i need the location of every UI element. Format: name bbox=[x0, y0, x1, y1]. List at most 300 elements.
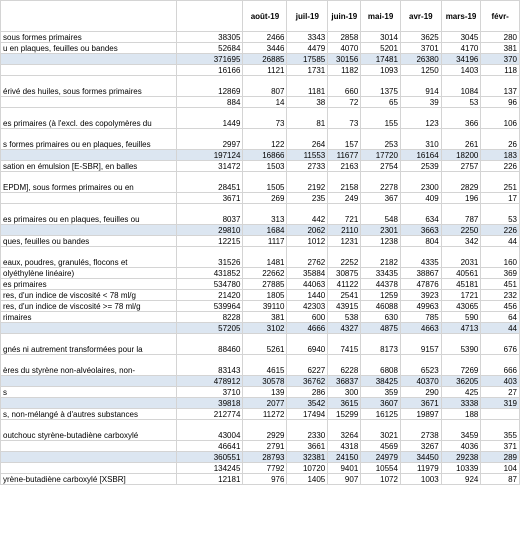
month-value-cell[interactable]: 249 bbox=[328, 193, 361, 204]
month-value-cell[interactable]: 4327 bbox=[328, 323, 361, 334]
month-value-cell[interactable]: 409 bbox=[400, 193, 441, 204]
month-value-cell[interactable]: 44 bbox=[481, 236, 520, 247]
month-value-cell[interactable]: 226 bbox=[481, 225, 520, 236]
row-label-cell[interactable] bbox=[1, 225, 177, 236]
month-value-cell[interactable]: 2929 bbox=[243, 420, 287, 441]
month-value-cell[interactable]: 1072 bbox=[361, 474, 401, 485]
month-value-cell[interactable]: 403 bbox=[481, 376, 520, 387]
row-label-cell[interactable]: res, d'un indice de viscosité < 78 ml/g bbox=[1, 290, 177, 301]
month-value-cell[interactable]: 3264 bbox=[328, 420, 361, 441]
month-value-cell[interactable]: 4070 bbox=[328, 43, 361, 54]
month-value-cell[interactable]: 34196 bbox=[441, 54, 481, 65]
month-value-cell[interactable]: 139 bbox=[243, 387, 287, 398]
month-value-cell[interactable]: 261 bbox=[441, 129, 481, 150]
month-value-cell[interactable]: 4036 bbox=[441, 441, 481, 452]
row-label-cell[interactable]: yrène-butadiène carboxylé [XSBR] bbox=[1, 474, 177, 485]
month-value-cell[interactable]: 9157 bbox=[400, 334, 441, 355]
row-label-cell[interactable]: gnés ni autrement transformées pour la bbox=[1, 334, 177, 355]
month-value-cell[interactable]: 1231 bbox=[328, 236, 361, 247]
month-value-cell[interactable]: 1505 bbox=[243, 172, 287, 193]
month-value-cell[interactable]: 123 bbox=[400, 108, 441, 129]
month-value-cell[interactable]: 11553 bbox=[287, 150, 328, 161]
month-value-cell[interactable]: 137 bbox=[481, 76, 520, 97]
column-header-month[interactable]: juil-19 bbox=[287, 1, 328, 32]
month-value-cell[interactable]: 1721 bbox=[441, 290, 481, 301]
month-value-cell[interactable]: 2539 bbox=[400, 161, 441, 172]
month-value-cell[interactable]: 4335 bbox=[400, 247, 441, 268]
month-value-cell[interactable]: 1012 bbox=[287, 236, 328, 247]
month-value-cell[interactable]: 3446 bbox=[243, 43, 287, 54]
month-value-cell[interactable]: 72 bbox=[328, 97, 361, 108]
total-cell[interactable]: 197124 bbox=[177, 150, 243, 161]
month-value-cell[interactable]: 290 bbox=[400, 387, 441, 398]
month-value-cell[interactable]: 2829 bbox=[441, 172, 481, 193]
month-value-cell[interactable]: 46088 bbox=[361, 301, 401, 312]
month-value-cell[interactable]: 26 bbox=[481, 129, 520, 150]
month-value-cell[interactable]: 3607 bbox=[361, 398, 401, 409]
row-label-cell[interactable]: es primaires ou en plaques, feuilles ou bbox=[1, 204, 177, 225]
row-label-cell[interactable]: res, d'un indice de viscosité >= 78 ml/g bbox=[1, 301, 177, 312]
month-value-cell[interactable]: 807 bbox=[243, 76, 287, 97]
month-value-cell[interactable]: 289 bbox=[481, 452, 520, 463]
row-label-cell[interactable] bbox=[1, 452, 177, 463]
month-value-cell[interactable]: 2738 bbox=[400, 420, 441, 441]
month-value-cell[interactable]: 721 bbox=[328, 204, 361, 225]
row-label-cell[interactable]: s formes primaires ou en plaques, feuilles bbox=[1, 129, 177, 150]
month-value-cell[interactable]: 342 bbox=[441, 236, 481, 247]
month-value-cell[interactable]: 456 bbox=[481, 301, 520, 312]
month-value-cell[interactable]: 4569 bbox=[361, 441, 401, 452]
month-value-cell[interactable]: 53 bbox=[441, 97, 481, 108]
total-cell[interactable]: 478912 bbox=[177, 376, 243, 387]
row-label-cell[interactable] bbox=[1, 54, 177, 65]
month-value-cell[interactable]: 924 bbox=[441, 474, 481, 485]
row-label-cell[interactable] bbox=[1, 97, 177, 108]
month-value-cell[interactable]: 196 bbox=[441, 193, 481, 204]
month-value-cell[interactable]: 2541 bbox=[328, 290, 361, 301]
month-value-cell[interactable]: 251 bbox=[481, 172, 520, 193]
month-value-cell[interactable]: 2252 bbox=[328, 247, 361, 268]
month-value-cell[interactable]: 10720 bbox=[287, 463, 328, 474]
month-value-cell[interactable]: 600 bbox=[287, 312, 328, 323]
month-value-cell[interactable]: 38425 bbox=[361, 376, 401, 387]
month-value-cell[interactable]: 41122 bbox=[328, 279, 361, 290]
month-value-cell[interactable]: 1684 bbox=[243, 225, 287, 236]
row-label-cell[interactable]: rimaires bbox=[1, 312, 177, 323]
month-value-cell[interactable]: 30578 bbox=[243, 376, 287, 387]
month-value-cell[interactable]: 2300 bbox=[400, 172, 441, 193]
total-cell[interactable]: 12181 bbox=[177, 474, 243, 485]
month-value-cell[interactable]: 11677 bbox=[328, 150, 361, 161]
month-value-cell[interactable]: 6940 bbox=[287, 334, 328, 355]
month-value-cell[interactable]: 43065 bbox=[441, 301, 481, 312]
month-value-cell[interactable]: 381 bbox=[481, 43, 520, 54]
total-cell[interactable]: 29810 bbox=[177, 225, 243, 236]
total-cell[interactable]: 371695 bbox=[177, 54, 243, 65]
month-value-cell[interactable]: 16164 bbox=[400, 150, 441, 161]
month-value-cell[interactable]: 381 bbox=[243, 312, 287, 323]
month-value-cell[interactable]: 8173 bbox=[361, 334, 401, 355]
month-value-cell[interactable]: 24979 bbox=[361, 452, 401, 463]
month-value-cell[interactable]: 27 bbox=[481, 387, 520, 398]
month-value-cell[interactable]: 3102 bbox=[243, 323, 287, 334]
month-value-cell[interactable]: 2762 bbox=[287, 247, 328, 268]
month-value-cell[interactable]: 87 bbox=[481, 474, 520, 485]
month-value-cell[interactable]: 442 bbox=[287, 204, 328, 225]
month-value-cell[interactable]: 634 bbox=[400, 204, 441, 225]
total-cell[interactable]: 88460 bbox=[177, 334, 243, 355]
month-value-cell[interactable]: 30156 bbox=[328, 54, 361, 65]
row-label-cell[interactable] bbox=[1, 193, 177, 204]
row-label-cell[interactable]: ères du styrène non-alvéolaires, non- bbox=[1, 355, 177, 376]
row-label-cell[interactable]: ques, feuilles ou bandes bbox=[1, 236, 177, 247]
month-value-cell[interactable]: 43915 bbox=[328, 301, 361, 312]
row-label-cell[interactable]: s, non-mélangé à d'autres substances bbox=[1, 409, 177, 420]
month-value-cell[interactable]: 53 bbox=[481, 204, 520, 225]
month-value-cell[interactable]: 30875 bbox=[328, 268, 361, 279]
month-value-cell[interactable]: 44378 bbox=[361, 279, 401, 290]
month-value-cell[interactable]: 976 bbox=[243, 474, 287, 485]
column-header-month[interactable]: avr-19 bbox=[400, 1, 441, 32]
month-value-cell[interactable]: 27885 bbox=[243, 279, 287, 290]
month-value-cell[interactable]: 36837 bbox=[328, 376, 361, 387]
row-label-cell[interactable]: es primaires (à l'excl. des copolymères du bbox=[1, 108, 177, 129]
month-value-cell[interactable]: 2733 bbox=[287, 161, 328, 172]
column-header-month[interactable]: févr- bbox=[481, 1, 520, 32]
row-label-cell[interactable]: es primaires bbox=[1, 279, 177, 290]
month-value-cell[interactable]: 104 bbox=[481, 463, 520, 474]
month-value-cell[interactable]: 44 bbox=[481, 323, 520, 334]
month-value-cell[interactable]: 2466 bbox=[243, 32, 287, 43]
month-value-cell[interactable]: 4713 bbox=[441, 323, 481, 334]
month-value-cell[interactable]: 73 bbox=[243, 108, 287, 129]
month-value-cell[interactable]: 3014 bbox=[361, 32, 401, 43]
month-value-cell[interactable]: 3343 bbox=[287, 32, 328, 43]
month-value-cell[interactable]: 787 bbox=[441, 204, 481, 225]
month-value-cell[interactable]: 269 bbox=[243, 193, 287, 204]
month-value-cell[interactable]: 425 bbox=[441, 387, 481, 398]
month-value-cell[interactable]: 367 bbox=[361, 193, 401, 204]
month-value-cell[interactable]: 1093 bbox=[361, 65, 401, 76]
month-value-cell[interactable]: 1440 bbox=[287, 290, 328, 301]
total-cell[interactable]: 884 bbox=[177, 97, 243, 108]
row-label-cell[interactable]: u en plaques, feuilles ou bandes bbox=[1, 43, 177, 54]
month-value-cell[interactable]: 235 bbox=[287, 193, 328, 204]
month-value-cell[interactable]: 2077 bbox=[243, 398, 287, 409]
total-cell[interactable]: 52684 bbox=[177, 43, 243, 54]
month-value-cell[interactable]: 7792 bbox=[243, 463, 287, 474]
month-value-cell[interactable]: 122 bbox=[243, 129, 287, 150]
month-value-cell[interactable]: 49963 bbox=[400, 301, 441, 312]
month-value-cell[interactable]: 3615 bbox=[328, 398, 361, 409]
month-value-cell[interactable]: 65 bbox=[361, 97, 401, 108]
month-value-cell[interactable]: 155 bbox=[361, 108, 401, 129]
row-label-cell[interactable] bbox=[1, 150, 177, 161]
row-label-cell[interactable]: eaux, poudres, granulés, flocons et bbox=[1, 247, 177, 268]
month-value-cell[interactable]: 1503 bbox=[243, 161, 287, 172]
month-value-cell[interactable]: 17 bbox=[481, 193, 520, 204]
month-value-cell[interactable]: 370 bbox=[481, 54, 520, 65]
month-value-cell[interactable]: 1805 bbox=[243, 290, 287, 301]
month-value-cell[interactable]: 630 bbox=[361, 312, 401, 323]
total-cell[interactable]: 212774 bbox=[177, 409, 243, 420]
month-value-cell[interactable]: 4615 bbox=[243, 355, 287, 376]
month-value-cell[interactable]: 42303 bbox=[287, 301, 328, 312]
total-cell[interactable]: 12215 bbox=[177, 236, 243, 247]
total-cell[interactable]: 534780 bbox=[177, 279, 243, 290]
month-value-cell[interactable]: 280 bbox=[481, 32, 520, 43]
month-value-cell[interactable]: 38867 bbox=[400, 268, 441, 279]
month-value-cell[interactable]: 226 bbox=[481, 161, 520, 172]
month-value-cell[interactable]: 73 bbox=[328, 108, 361, 129]
month-value-cell[interactable]: 4479 bbox=[287, 43, 328, 54]
month-value-cell[interactable]: 286 bbox=[287, 387, 328, 398]
month-value-cell[interactable]: 359 bbox=[361, 387, 401, 398]
month-value-cell[interactable]: 2858 bbox=[328, 32, 361, 43]
month-value-cell[interactable]: 2031 bbox=[441, 247, 481, 268]
month-value-cell[interactable]: 4663 bbox=[400, 323, 441, 334]
month-value-cell[interactable]: 19897 bbox=[400, 409, 441, 420]
month-value-cell[interactable]: 3671 bbox=[400, 398, 441, 409]
row-label-cell[interactable] bbox=[1, 323, 177, 334]
month-value-cell[interactable]: 39110 bbox=[243, 301, 287, 312]
row-label-cell[interactable] bbox=[1, 398, 177, 409]
total-cell[interactable]: 46641 bbox=[177, 441, 243, 452]
total-cell[interactable]: 2997 bbox=[177, 129, 243, 150]
month-value-cell[interactable]: 3661 bbox=[287, 441, 328, 452]
total-cell[interactable]: 12869 bbox=[177, 76, 243, 97]
month-value-cell[interactable]: 17481 bbox=[361, 54, 401, 65]
month-value-cell[interactable]: 5261 bbox=[243, 334, 287, 355]
month-value-cell[interactable]: 24150 bbox=[328, 452, 361, 463]
month-value-cell[interactable]: 5201 bbox=[361, 43, 401, 54]
month-value-cell[interactable]: 3625 bbox=[400, 32, 441, 43]
month-value-cell[interactable]: 369 bbox=[481, 268, 520, 279]
row-label-cell[interactable] bbox=[1, 463, 177, 474]
month-value-cell[interactable]: 38 bbox=[287, 97, 328, 108]
total-cell[interactable]: 360551 bbox=[177, 452, 243, 463]
month-value-cell[interactable]: 3338 bbox=[441, 398, 481, 409]
month-value-cell[interactable]: 3459 bbox=[441, 420, 481, 441]
total-cell[interactable]: 3710 bbox=[177, 387, 243, 398]
month-value-cell[interactable]: 17494 bbox=[287, 409, 328, 420]
row-label-cell[interactable]: outchouc styrène-butadiène carboxylé bbox=[1, 420, 177, 441]
month-value-cell[interactable]: 1250 bbox=[400, 65, 441, 76]
row-label-cell[interactable]: EPDM], sous formes primaires ou en bbox=[1, 172, 177, 193]
month-value-cell[interactable]: 4170 bbox=[441, 43, 481, 54]
month-value-cell[interactable]: 5390 bbox=[441, 334, 481, 355]
month-value-cell[interactable]: 28793 bbox=[243, 452, 287, 463]
month-value-cell[interactable]: 1481 bbox=[243, 247, 287, 268]
month-value-cell[interactable]: 3663 bbox=[400, 225, 441, 236]
month-value-cell[interactable]: 183 bbox=[481, 150, 520, 161]
month-value-cell[interactable]: 2278 bbox=[361, 172, 401, 193]
month-value-cell[interactable]: 2158 bbox=[328, 172, 361, 193]
month-value-cell[interactable]: 45181 bbox=[441, 279, 481, 290]
month-value-cell[interactable]: 188 bbox=[441, 409, 481, 420]
month-value-cell[interactable]: 1182 bbox=[328, 65, 361, 76]
month-value-cell[interactable]: 10339 bbox=[441, 463, 481, 474]
month-value-cell[interactable]: 3701 bbox=[400, 43, 441, 54]
month-value-cell[interactable]: 1405 bbox=[287, 474, 328, 485]
row-label-cell[interactable]: érivé des huiles, sous formes primaires bbox=[1, 76, 177, 97]
row-label-cell[interactable]: olyéthylène linéaire) bbox=[1, 268, 177, 279]
month-value-cell[interactable]: 11272 bbox=[243, 409, 287, 420]
month-value-cell[interactable]: 1003 bbox=[400, 474, 441, 485]
month-value-cell[interactable]: 14 bbox=[243, 97, 287, 108]
month-value-cell[interactable]: 35884 bbox=[287, 268, 328, 279]
column-header-month[interactable]: juin-19 bbox=[328, 1, 361, 32]
month-value-cell[interactable]: 313 bbox=[243, 204, 287, 225]
month-value-cell[interactable]: 6227 bbox=[287, 355, 328, 376]
month-value-cell[interactable]: 2757 bbox=[441, 161, 481, 172]
month-value-cell[interactable]: 15299 bbox=[328, 409, 361, 420]
total-cell[interactable]: 431852 bbox=[177, 268, 243, 279]
total-cell[interactable]: 28451 bbox=[177, 172, 243, 193]
month-value-cell[interactable]: 2192 bbox=[287, 172, 328, 193]
month-value-cell[interactable]: 660 bbox=[328, 76, 361, 97]
column-header-month[interactable]: août-19 bbox=[243, 1, 287, 32]
month-value-cell[interactable]: 666 bbox=[481, 355, 520, 376]
total-cell[interactable]: 38305 bbox=[177, 32, 243, 43]
month-value-cell[interactable]: 1181 bbox=[287, 76, 328, 97]
column-header-label[interactable] bbox=[1, 1, 177, 32]
total-cell[interactable]: 57205 bbox=[177, 323, 243, 334]
total-cell[interactable]: 31472 bbox=[177, 161, 243, 172]
month-value-cell[interactable]: 3021 bbox=[361, 420, 401, 441]
month-value-cell[interactable]: 2062 bbox=[287, 225, 328, 236]
total-cell[interactable]: 21420 bbox=[177, 290, 243, 301]
month-value-cell[interactable]: 2330 bbox=[287, 420, 328, 441]
month-value-cell[interactable]: 3542 bbox=[287, 398, 328, 409]
month-value-cell[interactable]: 355 bbox=[481, 420, 520, 441]
total-cell[interactable]: 8228 bbox=[177, 312, 243, 323]
total-cell[interactable]: 31526 bbox=[177, 247, 243, 268]
total-cell[interactable]: 8037 bbox=[177, 204, 243, 225]
month-value-cell[interactable]: 371 bbox=[481, 441, 520, 452]
month-value-cell[interactable]: 7269 bbox=[441, 355, 481, 376]
column-header-month[interactable]: mai-19 bbox=[361, 1, 401, 32]
month-value-cell[interactable]: 907 bbox=[328, 474, 361, 485]
total-cell[interactable]: 83143 bbox=[177, 355, 243, 376]
month-value-cell[interactable]: 16125 bbox=[361, 409, 401, 420]
month-value-cell[interactable]: 29238 bbox=[441, 452, 481, 463]
month-value-cell[interactable]: 2110 bbox=[328, 225, 361, 236]
month-value-cell[interactable]: 2754 bbox=[361, 161, 401, 172]
total-cell[interactable]: 16166 bbox=[177, 65, 243, 76]
row-label-cell[interactable]: s bbox=[1, 387, 177, 398]
month-value-cell[interactable]: 157 bbox=[328, 129, 361, 150]
month-value-cell[interactable]: 2250 bbox=[441, 225, 481, 236]
month-value-cell[interactable]: 47876 bbox=[400, 279, 441, 290]
month-value-cell[interactable]: 366 bbox=[441, 108, 481, 129]
row-label-cell[interactable]: sous formes primaires bbox=[1, 32, 177, 43]
month-value-cell[interactable]: 39 bbox=[400, 97, 441, 108]
month-value-cell[interactable]: 16866 bbox=[243, 150, 287, 161]
month-value-cell[interactable]: 10554 bbox=[361, 463, 401, 474]
month-value-cell[interactable]: 106 bbox=[481, 108, 520, 129]
month-value-cell[interactable]: 2301 bbox=[361, 225, 401, 236]
month-value-cell[interactable]: 914 bbox=[400, 76, 441, 97]
month-value-cell[interactable]: 1121 bbox=[243, 65, 287, 76]
month-value-cell[interactable]: 34450 bbox=[400, 452, 441, 463]
total-cell[interactable]: 539964 bbox=[177, 301, 243, 312]
month-value-cell[interactable]: 44063 bbox=[287, 279, 328, 290]
month-value-cell[interactable]: 4875 bbox=[361, 323, 401, 334]
month-value-cell[interactable]: 81 bbox=[287, 108, 328, 129]
total-cell[interactable]: 134245 bbox=[177, 463, 243, 474]
month-value-cell[interactable]: 2163 bbox=[328, 161, 361, 172]
month-value-cell[interactable]: 4318 bbox=[328, 441, 361, 452]
month-value-cell[interactable]: 451 bbox=[481, 279, 520, 290]
month-value-cell[interactable]: 18200 bbox=[441, 150, 481, 161]
month-value-cell[interactable]: 1238 bbox=[361, 236, 401, 247]
total-cell[interactable]: 39818 bbox=[177, 398, 243, 409]
month-value-cell[interactable]: 11979 bbox=[400, 463, 441, 474]
row-label-cell[interactable] bbox=[1, 65, 177, 76]
month-value-cell[interactable]: 1084 bbox=[441, 76, 481, 97]
month-value-cell[interactable]: 1375 bbox=[361, 76, 401, 97]
month-value-cell[interactable]: 1259 bbox=[361, 290, 401, 301]
month-value-cell[interactable]: 3045 bbox=[441, 32, 481, 43]
month-value-cell[interactable]: 1403 bbox=[441, 65, 481, 76]
month-value-cell[interactable]: 160 bbox=[481, 247, 520, 268]
month-value-cell[interactable]: 804 bbox=[400, 236, 441, 247]
month-value-cell[interactable]: 6808 bbox=[361, 355, 401, 376]
month-value-cell[interactable]: 40370 bbox=[400, 376, 441, 387]
row-label-cell[interactable]: sation en émulsion [E-SBR], en balles bbox=[1, 161, 177, 172]
month-value-cell[interactable]: 2791 bbox=[243, 441, 287, 452]
month-value-cell[interactable]: 40561 bbox=[441, 268, 481, 279]
month-value-cell[interactable]: 7415 bbox=[328, 334, 361, 355]
column-header-total[interactable] bbox=[177, 1, 243, 32]
month-value-cell[interactable]: 676 bbox=[481, 334, 520, 355]
month-value-cell[interactable]: 6228 bbox=[328, 355, 361, 376]
month-value-cell[interactable]: 548 bbox=[361, 204, 401, 225]
month-value-cell[interactable]: 590 bbox=[441, 312, 481, 323]
month-value-cell[interactable]: 36762 bbox=[287, 376, 328, 387]
month-value-cell[interactable]: 6523 bbox=[400, 355, 441, 376]
month-value-cell[interactable]: 2182 bbox=[361, 247, 401, 268]
month-value-cell[interactable]: 96 bbox=[481, 97, 520, 108]
month-value-cell[interactable]: 300 bbox=[328, 387, 361, 398]
month-value-cell[interactable]: 64 bbox=[481, 312, 520, 323]
month-value-cell[interactable]: 538 bbox=[328, 312, 361, 323]
month-value-cell[interactable]: 785 bbox=[400, 312, 441, 323]
month-value-cell[interactable]: 1117 bbox=[243, 236, 287, 247]
total-cell[interactable]: 3671 bbox=[177, 193, 243, 204]
month-value-cell[interactable]: 3267 bbox=[400, 441, 441, 452]
month-value-cell[interactable]: 118 bbox=[481, 65, 520, 76]
row-label-cell[interactable] bbox=[1, 376, 177, 387]
month-value-cell[interactable]: 264 bbox=[287, 129, 328, 150]
total-cell[interactable]: 1449 bbox=[177, 108, 243, 129]
row-label-cell[interactable] bbox=[1, 441, 177, 452]
month-value-cell[interactable]: 232 bbox=[481, 290, 520, 301]
month-value-cell[interactable]: 253 bbox=[361, 129, 401, 150]
month-value-cell[interactable]: 319 bbox=[481, 398, 520, 409]
month-value-cell[interactable]: 4666 bbox=[287, 323, 328, 334]
month-value-cell[interactable]: 26380 bbox=[400, 54, 441, 65]
column-header-month[interactable]: mars-19 bbox=[441, 1, 481, 32]
month-value-cell[interactable]: 36205 bbox=[441, 376, 481, 387]
total-cell[interactable]: 43004 bbox=[177, 420, 243, 441]
month-value-cell[interactable]: 22662 bbox=[243, 268, 287, 279]
month-value-cell[interactable]: 26885 bbox=[243, 54, 287, 65]
month-value-cell[interactable]: 17720 bbox=[361, 150, 401, 161]
month-value-cell[interactable]: 3923 bbox=[400, 290, 441, 301]
month-value-cell[interactable]: 32381 bbox=[287, 452, 328, 463]
